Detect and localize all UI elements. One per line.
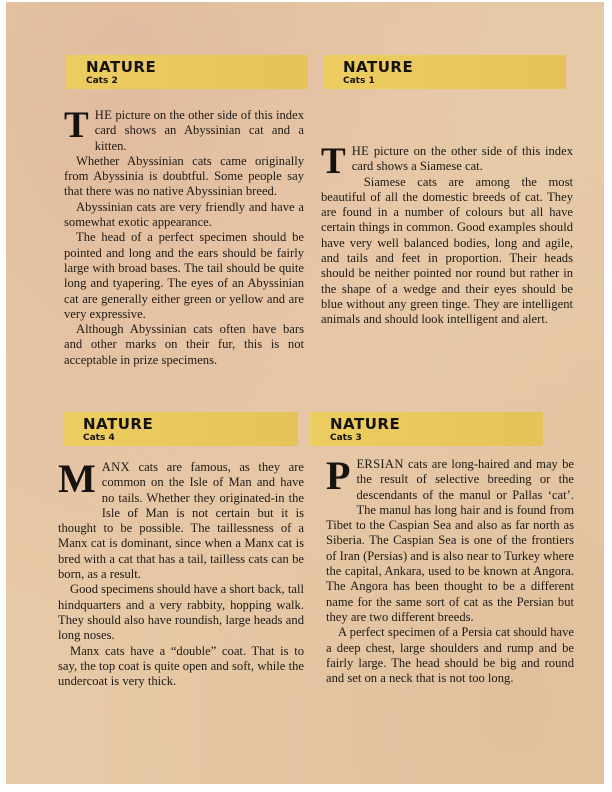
card-issue: Cats 3: [330, 433, 362, 443]
card-header-band: [310, 412, 543, 446]
card-body: [58, 456, 304, 689]
card-body: [64, 105, 304, 368]
intro-paragraph: MANX cats are famous, as they are common on the Isle of Man and have no tails. Whether they originated-in the Isle of Man is not certain but it is thought to be possible. The taillessness of a Manx cat is dominant, since when a Manx cat is bred with a cat that has a tail, tailless cats can be born, as a result.: [58, 456, 304, 582]
drop-cap: T: [64, 105, 89, 146]
card-body: [321, 141, 573, 328]
paragraph: Good specimens should have a short back, tall hindquarters and a very rabbity, hopping walk. They should also have roundish, large heads and long noses.: [58, 582, 304, 643]
drop-cap: T: [321, 141, 346, 182]
intro-paragraph: THE picture on the other side of this index card shows an Abyssinian cat and a kitten.: [64, 105, 304, 153]
paragraph: A perfect specimen of a Persia cat should have a deep chest, large shoulders and rump and be fairly large. The head should be big and round and set on a neck that is not too long.: [326, 625, 574, 686]
card-issue: Cats 2: [86, 76, 118, 86]
card-body: [326, 453, 574, 686]
card-issue: Cats 4: [83, 433, 115, 443]
paragraph: Manx cats have a “double” coat. That is to say, the top coat is quite open and soft, while the undercoat is very thick.: [58, 643, 304, 689]
paragraph: Although Abyssinian cats often have bars and other marks on their fur, this is not acceptable in prize specimens.: [64, 322, 304, 367]
drop-cap: P: [326, 453, 351, 498]
paragraph: Siamese cats are among the most beautiful of all the domestic breeds of cat. They are found in a number of colours but all have certain things in common. Good examples should have very well balanced bodies, long and agile, and tails and feet in proportion. Their heads should be neither pointed nor round but rather in the shape of a wedge and their eyes should be blue without any green tinge. They are intelligent animals and should look intelligent and alert.: [321, 174, 573, 327]
card-subject: NATURE: [86, 58, 157, 76]
drop-cap: M: [58, 456, 96, 501]
card-subject: NATURE: [343, 58, 414, 76]
intro-paragraph: PERSIAN cats are long-haired and may be the result of selective breeding or the descendants of the manul or Pallas ‘cat’. The manul has long hair and is found from Tibet to the Caspian Sea and also as far north as Siberia. The Caspian Sea is one of the frontiers of Iran (Persias) and is also near to Turkey where the capital, Ankara, used to be known at Angora. The Angora has been thought to be a different name for the same sort of cat as the Persian but they are two different breeds.: [326, 453, 574, 624]
paragraph: Whether Abyssinian cats came originally from Abyssinia is doubtful. Some people say that there was no native Abyssinian breed.: [64, 153, 304, 199]
paragraph: Abyssinian cats are very friendly and have a somewhat exotic appearance.: [64, 199, 304, 230]
card-issue: Cats 1: [343, 76, 375, 86]
card-header-band: [63, 412, 298, 446]
card-header-band: [66, 55, 308, 89]
card-header-band: [323, 55, 566, 89]
index-card-sheet: [6, 2, 604, 784]
intro-paragraph: THE picture on the other side of this index card shows a Siamese cat.: [321, 141, 573, 182]
paragraph: The head of a perfect specimen should be pointed and long and the ears should be fairly large with broad bases. The tail should be quite long and tyapering. The eyes of an Abyssinian cat are generally either green or yellow and are very expressive.: [64, 230, 304, 321]
card-subject: NATURE: [330, 415, 401, 433]
card-subject: NATURE: [83, 415, 154, 433]
